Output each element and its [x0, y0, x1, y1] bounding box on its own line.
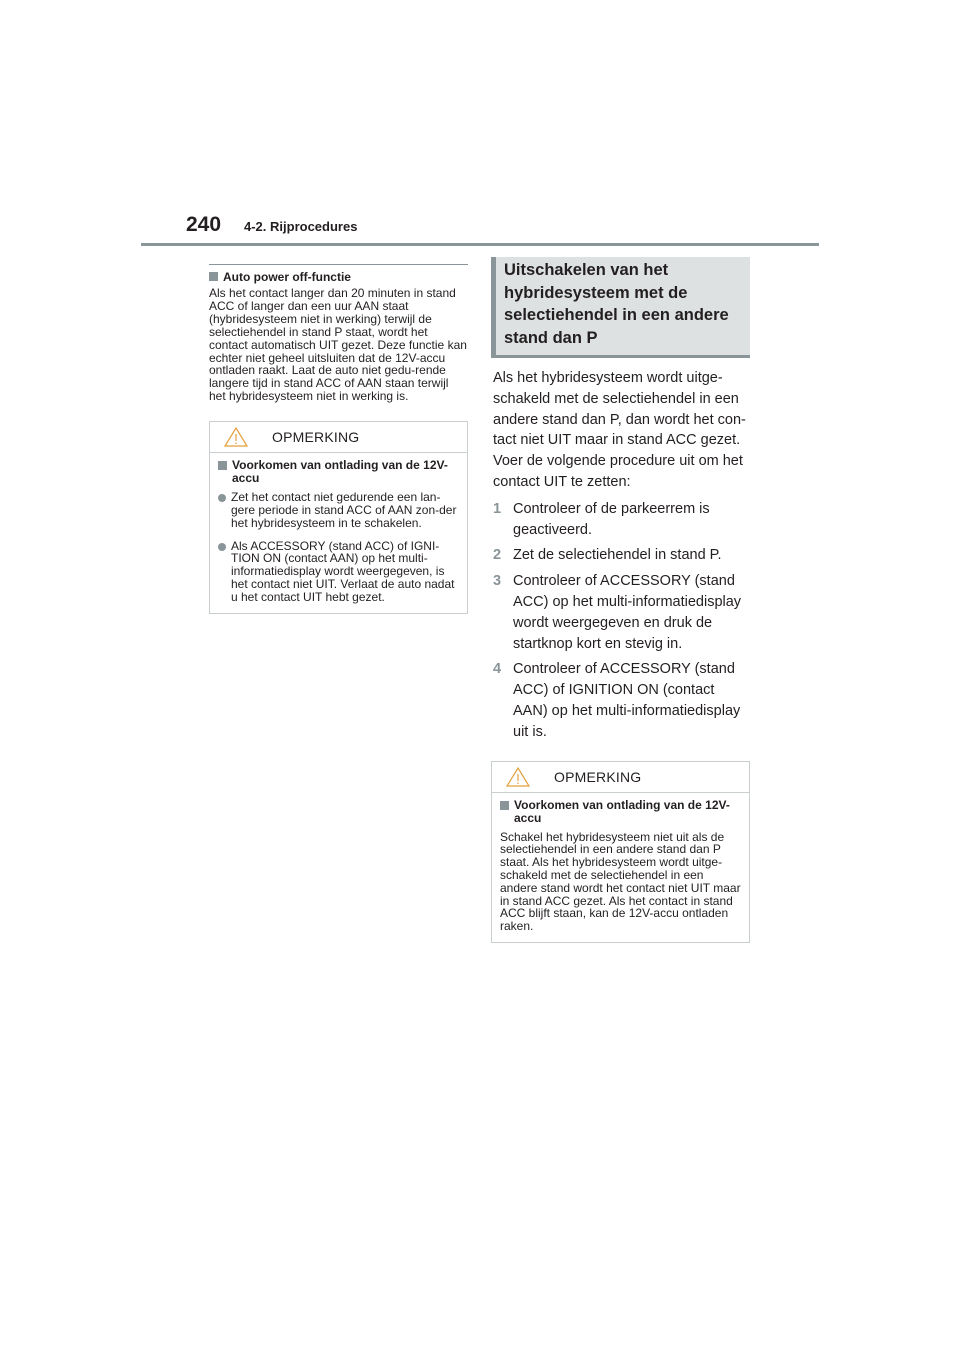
list-item: [218, 491, 459, 529]
step-list: [493, 499, 750, 743]
square-bullet-icon: [500, 801, 509, 810]
note-subheading: [500, 799, 741, 825]
square-bullet-icon: [209, 272, 218, 281]
note-body-text: Schakel het hybridesysteem niet uit als de selectiehendel in een andere stand dan P staat. Als het hybridesysteem wordt uitge-schakeld met de selectiehendel in een andere stand wordt het contact niet UIT maar in stand ACC gezet. Als het contact in stand ACC blijft staan, kan de 12V-accu ontladen raken.: [500, 829, 741, 934]
page-number: 240: [186, 213, 222, 236]
list-item-text: Als ACCESSORY (stand ACC) of IGNI-TION ON (contact AAN) op het multi-informatiedisplay wordt weergegeven, is het contact niet UIT. Verlaat de auto nadat u het contact UIT hebt gezet.: [231, 538, 455, 604]
step-item: [493, 499, 750, 541]
note-box: [209, 421, 468, 613]
subsection-rule: [209, 264, 468, 265]
note-subheading-text: Voorkomen van ontlading van de 12V-accu: [514, 797, 730, 825]
step-item: [493, 545, 750, 566]
note-body: [210, 453, 467, 612]
intro-paragraph: Als het hybridesysteem wordt uitge-schakeld met de selectiehendel in een andere stand dan P, dan wordt het con-tact niet UIT maar in stand ACC gezet. Voer de volgende procedure uit om het contact UIT te zetten:: [493, 370, 746, 490]
step-text: Controleer of de parkeerrem is geactiveerd.: [513, 500, 710, 538]
step-item: [493, 659, 750, 742]
round-bullet-icon: [218, 494, 226, 502]
list-item: [218, 540, 459, 604]
step-number: 3: [493, 573, 502, 590]
square-bullet-icon: [218, 461, 227, 470]
note-label: OPMERKING: [554, 768, 642, 785]
round-bullet-icon: [218, 543, 226, 551]
section-heading-line: selectiehendel in een andere: [504, 306, 729, 324]
section-heading-line: stand dan P: [504, 328, 598, 347]
right-column: [491, 257, 750, 943]
section-title: 4-2. Rijprocedures: [244, 219, 358, 234]
note-header: [210, 422, 467, 453]
subsection-body: Als het contact langer dan 20 minuten in stand ACC of langer dan een uur AAN staat (hybridesysteem niet in werking) terwijl de selectiehendel in stand P staat, wordt het contact automatisch UIT gezet. Deze functie kan echter niet geheel uitsluiten dat de 12V-accu ontladen raakt. Laat de auto niet gedu-rende langere tijd in stand ACC of AAN staan terwijl het hybridesysteem niet in werking is.: [209, 286, 467, 404]
note-body: [492, 793, 749, 942]
warning-triangle-icon: [224, 427, 248, 447]
subsection-heading-text: Auto power off-functie: [223, 270, 351, 284]
step-number: 1: [493, 500, 502, 517]
warning-triangle-icon: [506, 767, 530, 787]
step-number: 2: [493, 547, 502, 564]
section-heading-line: hybridesysteem met de: [504, 283, 688, 302]
step-text: Controleer of ACCESSORY (stand ACC) op het multi-informatiedisplay wordt weergegeven en druk de startknop kort en stevig in.: [513, 573, 742, 652]
note-subheading: [218, 459, 459, 485]
step-text: Controleer of ACCESSORY (stand ACC) of IGNITION ON (contact AAN) op het multi-informatiedisplay uit is.: [513, 661, 741, 740]
step-text: Zet de selectiehendel in stand P.: [513, 547, 722, 564]
section-heading-box: [491, 257, 750, 358]
left-column: [209, 264, 468, 614]
note-box: [491, 761, 750, 943]
note-subheading-text: Voorkomen van ontlading van de 12V-accu: [232, 458, 448, 486]
step-number: 4: [493, 661, 502, 678]
header-rule: [141, 243, 819, 246]
note-header: [492, 762, 749, 793]
note-label: OPMERKING: [272, 429, 360, 446]
list-item-text: Zet het contact niet gedurende een lan-gere periode in stand ACC of AAN zon-der het hybridesysteem in te schakelen.: [231, 490, 457, 530]
section-heading-line: Uitschakelen van het: [504, 261, 669, 279]
subsection-heading: [209, 270, 468, 284]
step-item: [493, 571, 750, 654]
